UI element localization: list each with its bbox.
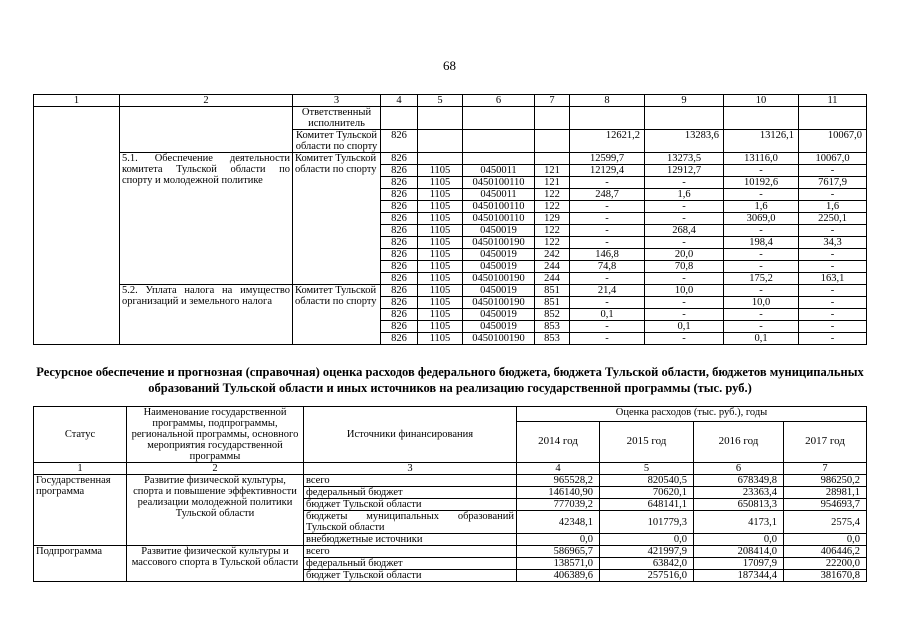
code-cell: 0450100110 <box>463 201 535 213</box>
expenses-table <box>33 94 867 345</box>
value-cell: 0,0 <box>784 534 867 546</box>
code-cell: 0450100110 <box>463 177 535 189</box>
source-cell: бюджет Тульской области <box>304 570 517 582</box>
value-cell: - <box>570 273 645 285</box>
value-cell: - <box>799 261 867 273</box>
value-cell: 12129,4 <box>570 165 645 177</box>
item2-executor: Комитет Тульской области по спорту <box>293 285 381 345</box>
value-cell: 0,0 <box>600 534 694 546</box>
code-cell: 122 <box>535 189 570 201</box>
value-cell: 2250,1 <box>799 213 867 225</box>
value-cell: - <box>570 201 645 213</box>
value-cell: 421997,9 <box>600 546 694 558</box>
value-cell: - <box>799 321 867 333</box>
code-cell: 0450019 <box>463 261 535 273</box>
value-cell: 954693,7 <box>784 499 867 511</box>
financing-row <box>34 546 867 558</box>
value-cell: - <box>724 309 799 321</box>
column-number: 4 <box>381 95 418 107</box>
column-number: 3 <box>304 463 517 475</box>
value-cell: 34,3 <box>799 237 867 249</box>
code-cell: 1105 <box>418 213 463 225</box>
empty-cell <box>535 107 570 130</box>
program-name: Развитие физической культуры и массового спорта в Тульской области <box>127 546 304 582</box>
value-cell: 986250,2 <box>784 475 867 487</box>
code-cell: 1105 <box>418 309 463 321</box>
value-cell: 10,0 <box>645 285 724 297</box>
header-row <box>34 407 867 422</box>
value-cell: 10067,0 <box>799 130 867 153</box>
value-cell: 101779,3 <box>600 511 694 534</box>
code-cell: 1105 <box>418 333 463 345</box>
empty-cell <box>535 130 570 153</box>
value-cell: 3069,0 <box>724 213 799 225</box>
value-cell: - <box>570 333 645 345</box>
code-cell: 826 <box>381 130 418 153</box>
code-cell: 826 <box>381 321 418 333</box>
code-cell: 852 <box>535 309 570 321</box>
value-cell: 0,1 <box>724 333 799 345</box>
value-cell: 0,1 <box>570 309 645 321</box>
source-cell: бюджет Тульской области <box>304 499 517 511</box>
value-cell: 10192,6 <box>724 177 799 189</box>
value-cell: - <box>570 177 645 189</box>
item1-executor: Комитет Тульской области по спорту <box>293 153 381 285</box>
status-cell: Государственная программа <box>34 475 127 546</box>
responsible-label: Ответственный исполнитель <box>293 107 381 130</box>
code-cell: 122 <box>535 225 570 237</box>
code-cell: 122 <box>535 237 570 249</box>
code-cell: 1105 <box>418 165 463 177</box>
code-cell: 826 <box>381 333 418 345</box>
source-cell: внебюджетные источники <box>304 534 517 546</box>
code-cell: 0450019 <box>463 225 535 237</box>
value-cell: - <box>799 285 867 297</box>
code-cell: 0450100190 <box>463 333 535 345</box>
code-cell: 1105 <box>418 249 463 261</box>
value-cell: 63842,0 <box>600 558 694 570</box>
column-number: 4 <box>517 463 600 475</box>
value-cell: 187344,4 <box>694 570 784 582</box>
source-cell: федеральный бюджет <box>304 558 517 570</box>
value-cell: - <box>645 213 724 225</box>
value-cell: 648141,1 <box>600 499 694 511</box>
code-cell: 826 <box>381 165 418 177</box>
code-cell: 826 <box>381 213 418 225</box>
code-cell: 1105 <box>418 273 463 285</box>
value-cell: 381670,8 <box>784 570 867 582</box>
executor-total: Комитет Тульской области по спорту <box>293 130 381 153</box>
code-cell: 1105 <box>418 177 463 189</box>
value-cell: - <box>724 321 799 333</box>
code-cell: 851 <box>535 297 570 309</box>
empty-cell <box>724 107 799 130</box>
code-cell: 826 <box>381 249 418 261</box>
value-cell: 13116,0 <box>724 153 799 165</box>
code-cell: 1105 <box>418 321 463 333</box>
value-cell: - <box>724 249 799 261</box>
column-number: 2 <box>127 463 304 475</box>
year-header: 2016 год <box>694 421 784 462</box>
value-cell: 248,7 <box>570 189 645 201</box>
code-cell: 851 <box>535 285 570 297</box>
empty-cell <box>418 107 463 130</box>
value-cell: 1,6 <box>645 189 724 201</box>
value-cell: 70620,1 <box>600 487 694 499</box>
empty-cell <box>799 107 867 130</box>
code-cell: 0450011 <box>463 189 535 201</box>
code-cell: 244 <box>535 273 570 285</box>
item1-name: 5.1. Обеспечение деятельности комитета Тульской области по спорту и молодежной политике <box>120 153 293 285</box>
value-cell: - <box>570 321 645 333</box>
item1-row <box>34 153 867 165</box>
value-cell: 1,6 <box>799 201 867 213</box>
code-cell: 0450019 <box>463 249 535 261</box>
value-cell: 23363,4 <box>694 487 784 499</box>
code-cell: 0450019 <box>463 321 535 333</box>
code-cell: 826 <box>381 261 418 273</box>
item2-row <box>34 285 867 297</box>
value-cell: - <box>645 273 724 285</box>
code-cell: 1105 <box>418 237 463 249</box>
code-cell: 244 <box>535 261 570 273</box>
value-cell: 146,8 <box>570 249 645 261</box>
column-number: 1 <box>34 463 127 475</box>
code-cell: 0450011 <box>463 165 535 177</box>
value-cell: - <box>645 177 724 189</box>
column-number: 10 <box>724 95 799 107</box>
value-cell: 12599,7 <box>570 153 645 165</box>
value-cell: - <box>799 309 867 321</box>
code-cell: 0450100190 <box>463 237 535 249</box>
source-cell: бюджеты муниципальных образований Тульской области <box>304 511 517 534</box>
empty-cell <box>418 130 463 153</box>
code-cell: 853 <box>535 321 570 333</box>
value-cell: 17097,9 <box>694 558 784 570</box>
empty-cell <box>570 107 645 130</box>
source-cell: всего <box>304 475 517 487</box>
column-number: 2 <box>120 95 293 107</box>
code-cell <box>418 153 463 165</box>
column-number: 8 <box>570 95 645 107</box>
status-header: Статус <box>34 407 127 463</box>
value-cell: - <box>570 225 645 237</box>
value-cell: 406446,2 <box>784 546 867 558</box>
value-cell: - <box>570 213 645 225</box>
code-cell: 122 <box>535 201 570 213</box>
value-cell: 12621,2 <box>570 130 645 153</box>
code-cell: 826 <box>381 297 418 309</box>
value-cell: 7617,9 <box>799 177 867 189</box>
value-cell: 406389,6 <box>517 570 600 582</box>
value-cell: 678349,8 <box>694 475 784 487</box>
code-cell: 121 <box>535 165 570 177</box>
code-cell: 1105 <box>418 285 463 297</box>
value-cell: - <box>799 333 867 345</box>
value-cell: 12912,7 <box>645 165 724 177</box>
code-cell <box>535 153 570 165</box>
value-cell: - <box>724 225 799 237</box>
page-number: 68 <box>443 58 456 73</box>
code-cell: 826 <box>381 225 418 237</box>
code-cell: 826 <box>381 273 418 285</box>
value-cell: 257516,0 <box>600 570 694 582</box>
code-cell <box>463 153 535 165</box>
blank-cell <box>34 107 120 345</box>
blank-cell <box>120 107 293 153</box>
value-cell: - <box>645 237 724 249</box>
value-cell: - <box>724 285 799 297</box>
code-cell: 826 <box>381 285 418 297</box>
value-cell: - <box>724 261 799 273</box>
value-cell: 650813,3 <box>694 499 784 511</box>
estimate-header: Оценка расходов (тыс. руб.), годы <box>517 407 867 422</box>
code-cell: 0450019 <box>463 309 535 321</box>
value-cell: 2575,4 <box>784 511 867 534</box>
code-cell: 0450100110 <box>463 213 535 225</box>
item2-name: 5.2. Уплата налога на имущество организаций и земельного налога <box>120 285 293 345</box>
empty-cell <box>645 107 724 130</box>
column-number: 11 <box>799 95 867 107</box>
column-number: 6 <box>694 463 784 475</box>
value-cell: 70,8 <box>645 261 724 273</box>
section-title: Ресурсное обеспечение и прогнозная (справочная) оценка расходов федерального бюджета, бюджета Тульской области, бюджетов муниципальных образований Тульской области и иных источников на реализацию государственной программы (тыс. руб.) <box>36 365 864 395</box>
column-number: 5 <box>418 95 463 107</box>
value-cell: 0,0 <box>517 534 600 546</box>
value-cell: - <box>799 249 867 261</box>
code-cell: 242 <box>535 249 570 261</box>
value-cell: 163,1 <box>799 273 867 285</box>
value-cell: 13283,6 <box>645 130 724 153</box>
column-number: 5 <box>600 463 694 475</box>
year-header: 2014 год <box>517 421 600 462</box>
program-name: Развитие физической культуры, спорта и повышение эффективности реализации молодежной политики Тульской области <box>127 475 304 546</box>
column-number: 1 <box>34 95 120 107</box>
value-cell: 74,8 <box>570 261 645 273</box>
value-cell: 777039,2 <box>517 499 600 511</box>
value-cell: - <box>645 333 724 345</box>
responsible-row <box>34 107 867 130</box>
code-cell: 121 <box>535 177 570 189</box>
column-number: 7 <box>784 463 867 475</box>
value-cell: 820540,5 <box>600 475 694 487</box>
code-cell: 1105 <box>418 225 463 237</box>
code-cell: 1105 <box>418 201 463 213</box>
column-number: 6 <box>463 95 535 107</box>
value-cell: 1,6 <box>724 201 799 213</box>
value-cell: 21,4 <box>570 285 645 297</box>
value-cell: 198,4 <box>724 237 799 249</box>
value-cell: - <box>645 309 724 321</box>
value-cell: - <box>724 189 799 201</box>
year-header: 2017 год <box>784 421 867 462</box>
value-cell: - <box>570 237 645 249</box>
code-cell: 0450100190 <box>463 297 535 309</box>
source-cell: федеральный бюджет <box>304 487 517 499</box>
sources-header: Источники финансирования <box>304 407 517 463</box>
value-cell: - <box>799 297 867 309</box>
code-cell: 1105 <box>418 297 463 309</box>
name-header: Наименование государственной программы, подпрограммы, региональной программы, основного мероприятия государственной программы <box>127 407 304 463</box>
empty-cell <box>381 107 418 130</box>
value-cell: 138571,0 <box>517 558 600 570</box>
code-cell: 826 <box>381 177 418 189</box>
code-cell: 129 <box>535 213 570 225</box>
code-cell: 826 <box>381 189 418 201</box>
value-cell: 0,1 <box>645 321 724 333</box>
code-cell: 826 <box>381 237 418 249</box>
code-cell: 853 <box>535 333 570 345</box>
code-cell: 1105 <box>418 189 463 201</box>
value-cell: 42348,1 <box>517 511 600 534</box>
value-cell: - <box>799 165 867 177</box>
value-cell: - <box>799 189 867 201</box>
year-header: 2015 год <box>600 421 694 462</box>
column-number: 3 <box>293 95 381 107</box>
value-cell: 175,2 <box>724 273 799 285</box>
value-cell: 208414,0 <box>694 546 784 558</box>
empty-cell <box>463 107 535 130</box>
value-cell: 268,4 <box>645 225 724 237</box>
value-cell: 22200,0 <box>784 558 867 570</box>
value-cell: 0,0 <box>694 534 784 546</box>
code-cell: 1105 <box>418 261 463 273</box>
source-cell: всего <box>304 546 517 558</box>
financing-row <box>34 475 867 487</box>
value-cell: - <box>799 225 867 237</box>
empty-cell <box>463 130 535 153</box>
value-cell: 10,0 <box>724 297 799 309</box>
column-number-row <box>34 463 867 475</box>
code-cell: 0450019 <box>463 285 535 297</box>
value-cell: - <box>645 297 724 309</box>
code-cell: 826 <box>381 201 418 213</box>
column-number: 9 <box>645 95 724 107</box>
value-cell: 586965,7 <box>517 546 600 558</box>
value-cell: 13273,5 <box>645 153 724 165</box>
column-number: 7 <box>535 95 570 107</box>
resource-table <box>33 406 867 582</box>
value-cell: 10067,0 <box>799 153 867 165</box>
value-cell: 28981,1 <box>784 487 867 499</box>
value-cell: - <box>645 201 724 213</box>
value-cell: - <box>570 297 645 309</box>
value-cell: 20,0 <box>645 249 724 261</box>
value-cell: - <box>724 165 799 177</box>
code-cell: 826 <box>381 309 418 321</box>
value-cell: 13126,1 <box>724 130 799 153</box>
code-cell: 0450100190 <box>463 273 535 285</box>
value-cell: 146140,90 <box>517 487 600 499</box>
status-cell: Подпрограмма <box>34 546 127 582</box>
value-cell: 4173,1 <box>694 511 784 534</box>
code-cell: 826 <box>381 153 418 165</box>
value-cell: 965528,2 <box>517 475 600 487</box>
column-number-row <box>34 95 867 107</box>
